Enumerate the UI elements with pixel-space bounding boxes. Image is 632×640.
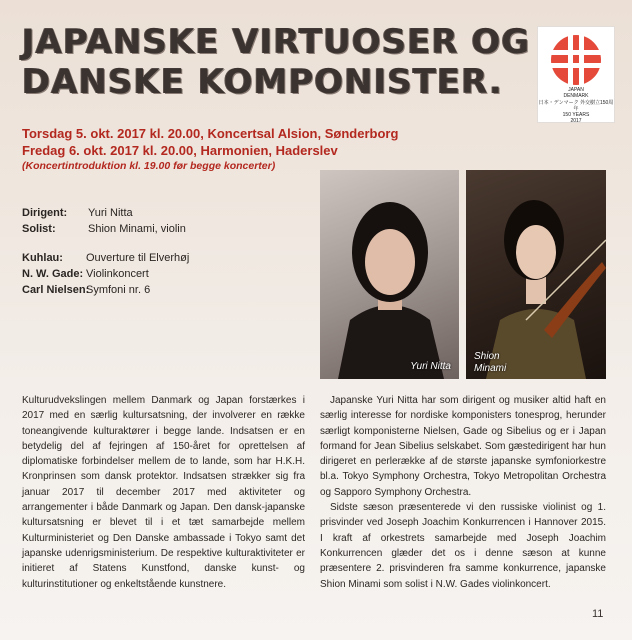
program-composer: Carl Nielsen: bbox=[22, 284, 90, 296]
program-row bbox=[22, 266, 189, 282]
concert-date-2: Fredag 6. okt. 2017 kl. 20.00, Harmonien, Haderslev bbox=[22, 143, 338, 158]
concert-intro-note: (Koncertintroduktion kl. 19.00 før begge koncerter) bbox=[22, 160, 276, 172]
concert-date-1: Torsdag 5. okt. 2017 kl. 20.00, Koncertsal Alsion, Sønderborg bbox=[22, 126, 399, 141]
program-row bbox=[22, 250, 189, 266]
program-list bbox=[22, 250, 189, 298]
performer-role: Dirigent: bbox=[22, 207, 68, 219]
soloist-photo bbox=[466, 170, 606, 379]
article-paragraph: Sidste sæson præsenterede vi den russiske violinist og 1. prisvinder ved Joseph Joachim Konkurrencen i Hannover 2015. I kraft af orkestrets samarbejde med Joseph Joachim Konkurrencen glæder det os i denne sæson at kunne præsentere 2. prisvinderen fra samme konkurrence, japanske Shion Minami som solist i N.W. Gades violinkoncert. bbox=[320, 502, 606, 590]
article-left-column bbox=[22, 393, 305, 592]
conductor-photo bbox=[320, 170, 459, 379]
performers-list bbox=[22, 205, 186, 237]
article-paragraph: Japanske Yuri Nitta har som dirigent og musiker altid haft en særlig interesse for nordiske komponisters tonesprog, herunder særligt komponisterne Nielsen, Gade og Sibelius og er i Japan formand for Jean Sibelius selskabet. Som gæstedirigent har hun dirigeret en perlerække af de største japanske symfoniorkestre bl.a. Tokyo Symphony Orchestra, Tokyo Metropolitan Orchestra og Sapporo Symphony Orchestra. bbox=[320, 395, 606, 498]
soloist-portrait-image bbox=[466, 170, 606, 379]
article-paragraph: Kulturudvekslingen mellem Danmark og Japan forstærkes i 2017 med en særlig kultursatsning, der involverer en række toneangivende kulturaktører i begge lande. Indsatsen er en betydelig del af fejringen af 150-året for oprettelsen af diplomatiske forbindelser mellem de to lande, som har H.K.H. Kronprinsen som dansk protektor. Indsatsen strækker sig fra januar 2017 til december 2017 med aktiviteter og arrangementer i både Danmark og Japan. Den dansk-japanske kultursatsning er blevet til i et tæt samarbejde mellem Kulturministeriet og Den Danske ambassade i Tokyo samt det japanske udenrigsministerium. De respektive kulturaktiviteter er initieret af Statens Kunstfond, danske kunst- og kulturinstitutioner og enkeltstående kunstnere. bbox=[22, 395, 305, 590]
page-title bbox=[22, 22, 530, 102]
program-work: Ouverture til Elverhøj bbox=[86, 252, 190, 264]
conductor-portrait-image bbox=[320, 170, 459, 379]
page-number: 11 bbox=[592, 608, 604, 620]
conductor-caption: Yuri Nitta bbox=[410, 361, 451, 372]
performer-name: Shion Minami, violin bbox=[88, 223, 186, 235]
logo-text: JAPAN DENMARK 日本・デンマーク 外交樹立150周年 150 YEARS 2017 bbox=[538, 87, 614, 125]
japan-denmark-logo bbox=[537, 26, 615, 123]
program-row bbox=[22, 282, 189, 298]
title-line-2: DANSKE KOMPONISTER. bbox=[22, 62, 504, 102]
concert-dates bbox=[22, 125, 492, 173]
japan-denmark-150-years-logo-icon bbox=[548, 33, 604, 87]
program-composer: N. W. Gade: bbox=[22, 268, 84, 280]
program-composer: Kuhlau: bbox=[22, 252, 63, 264]
program-work: Violinkoncert bbox=[86, 268, 149, 280]
performer-row bbox=[22, 221, 186, 237]
performer-role: Solist: bbox=[22, 223, 56, 235]
article-right-column bbox=[320, 393, 606, 592]
performer-row bbox=[22, 205, 186, 221]
soloist-caption: Shion Minami bbox=[474, 351, 507, 374]
performer-name: Yuri Nitta bbox=[88, 207, 133, 219]
title-line-1: JAPANSKE VIRTUOSER OG bbox=[22, 22, 531, 62]
program-work: Symfoni nr. 6 bbox=[86, 284, 151, 296]
